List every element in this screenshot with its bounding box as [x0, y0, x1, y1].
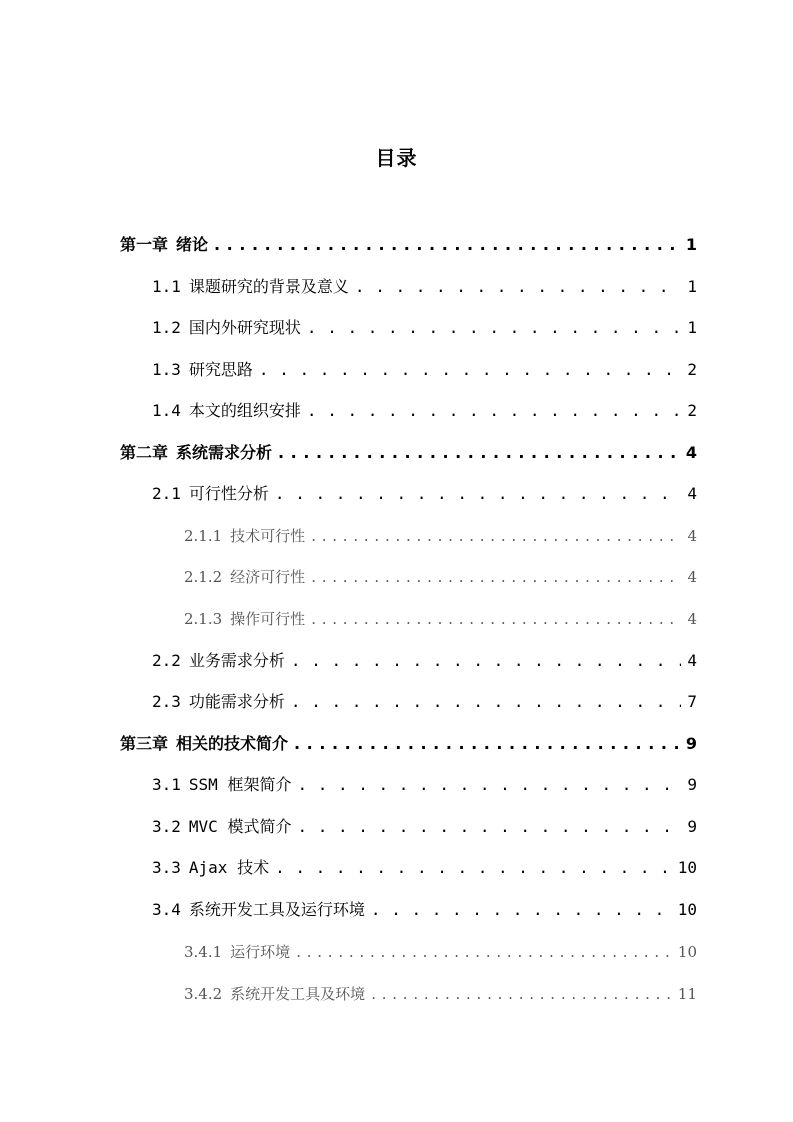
toc-entry-1-2[interactable] — [152, 315, 697, 341]
toc-entry-3-3[interactable] — [152, 855, 697, 881]
toc-entry-number: 3.1 — [152, 775, 181, 794]
toc-entry-1-4[interactable] — [152, 398, 697, 424]
toc-entry-label: 运行环境 — [230, 943, 291, 961]
toc-entry-label: 系统开发工具及运行环境 — [188, 900, 365, 919]
toc-entry-number: 3.4.2 — [184, 985, 223, 1003]
toc-entry-number: 第二章 — [120, 443, 169, 462]
toc-entry-3-4-2[interactable] — [184, 981, 697, 1007]
toc-entry-chapter-3[interactable] — [120, 731, 697, 757]
toc-entry-3-1[interactable] — [152, 772, 697, 798]
dot-leader — [311, 606, 681, 632]
dot-leader — [291, 648, 681, 674]
toc-entry-page: 7 — [687, 692, 697, 711]
toc-entry-page: 1 — [685, 235, 697, 254]
toc-entry-number: 2.1 — [152, 484, 181, 503]
toc-entry-number: 1.2 — [152, 318, 181, 337]
toc-entry-label: 经济可行性 — [230, 568, 306, 586]
toc-entry-3-4[interactable] — [152, 897, 697, 923]
toc-entry-2-2[interactable] — [152, 648, 697, 674]
toc-entry-label: 操作可行性 — [230, 610, 306, 628]
toc-entry-number: 2.2 — [152, 651, 181, 670]
dot-leader — [294, 731, 680, 757]
dot-leader — [278, 440, 680, 466]
toc-entry-3-2[interactable] — [152, 814, 697, 840]
toc-entry-page: 1 — [687, 277, 697, 296]
dot-leader — [307, 398, 681, 424]
toc-entry-page: 4 — [687, 568, 697, 586]
toc-entry-2-1-2[interactable] — [184, 564, 697, 590]
toc-entry-label: 系统需求分析 — [176, 443, 273, 462]
toc-entry-chapter-2[interactable] — [120, 440, 697, 466]
toc-entry-label: 可行性分析 — [188, 484, 269, 503]
toc-entry-number: 1.1 — [152, 277, 181, 296]
toc-entry-page: 11 — [677, 985, 697, 1003]
toc-entry-number: 3.3 — [152, 858, 181, 877]
toc-entry-number: 2.1.3 — [184, 610, 223, 628]
toc-entry-label: SSM 框架简介 — [188, 775, 292, 794]
toc-entry-page: 10 — [677, 900, 697, 919]
toc-entry-page: 2 — [687, 401, 697, 420]
dot-leader — [275, 855, 672, 881]
dot-leader — [296, 939, 672, 965]
toc-entry-label: MVC 模式简介 — [188, 817, 292, 836]
toc-entry-label: 业务需求分析 — [188, 651, 285, 670]
toc-entry-number: 2.1.1 — [184, 527, 223, 545]
toc-entry-page: 4 — [685, 443, 697, 462]
toc-entry-number: 第一章 — [120, 235, 169, 254]
toc-entry-page: 2 — [687, 360, 697, 379]
toc-entry-number: 第三章 — [120, 734, 169, 753]
toc-entry-number: 1.3 — [152, 360, 181, 379]
toc-entry-label: 绪论 — [176, 235, 209, 254]
toc-entry-2-1-3[interactable] — [184, 606, 697, 632]
toc-entry-page: 10 — [677, 858, 697, 877]
dot-leader — [371, 981, 672, 1007]
toc-entry-chapter-1[interactable] — [120, 232, 697, 258]
toc-entry-page: 4 — [687, 651, 697, 670]
toc-entry-page: 1 — [687, 318, 697, 337]
toc-entry-3-4-1[interactable] — [184, 939, 697, 965]
dot-leader — [214, 232, 680, 258]
toc-entry-number: 2.1.2 — [184, 568, 223, 586]
toc-entry-label: 功能需求分析 — [188, 692, 285, 711]
toc-entry-number: 1.4 — [152, 401, 181, 420]
toc-entry-label: 系统开发工具及环境 — [230, 985, 366, 1003]
dot-leader — [311, 523, 681, 549]
toc-entry-page: 10 — [677, 943, 697, 961]
toc-entry-page: 9 — [687, 817, 697, 836]
toc-entry-1-3[interactable] — [152, 357, 697, 383]
toc-entry-label: 国内外研究现状 — [188, 318, 301, 337]
dot-leader — [297, 772, 681, 798]
toc-entry-page: 9 — [687, 775, 697, 794]
toc-entry-2-1[interactable] — [152, 481, 697, 507]
toc-entry-label: 技术可行性 — [230, 527, 306, 545]
toc-title: 目录 — [375, 146, 418, 170]
dot-leader — [311, 564, 681, 590]
toc-entry-label: Ajax 技术 — [188, 858, 270, 877]
toc-entry-label: 本文的组织安排 — [188, 401, 301, 420]
toc-entry-label: 课题研究的背景及意义 — [188, 277, 349, 296]
toc-entry-2-1-1[interactable] — [184, 523, 697, 549]
toc-entry-label: 研究思路 — [188, 360, 253, 379]
toc-entry-number: 3.4.1 — [184, 943, 223, 961]
toc-entry-page: 4 — [687, 484, 697, 503]
dot-leader — [259, 357, 681, 383]
dot-leader — [371, 897, 672, 923]
dot-leader — [297, 814, 681, 840]
toc-entry-page: 9 — [685, 734, 697, 753]
toc-entry-page: 4 — [687, 610, 697, 628]
toc-entry-label: 相关的技术简介 — [176, 734, 289, 753]
toc-entry-number: 3.4 — [152, 900, 181, 919]
toc-entry-number: 2.3 — [152, 692, 181, 711]
dot-leader — [291, 689, 681, 715]
toc-entry-number: 3.2 — [152, 817, 181, 836]
toc-entry-2-3[interactable] — [152, 689, 697, 715]
dot-leader — [355, 274, 681, 300]
toc-entry-1-1[interactable] — [152, 274, 697, 300]
toc-entry-page: 4 — [687, 527, 697, 545]
dot-leader — [275, 481, 681, 507]
dot-leader — [307, 315, 681, 341]
